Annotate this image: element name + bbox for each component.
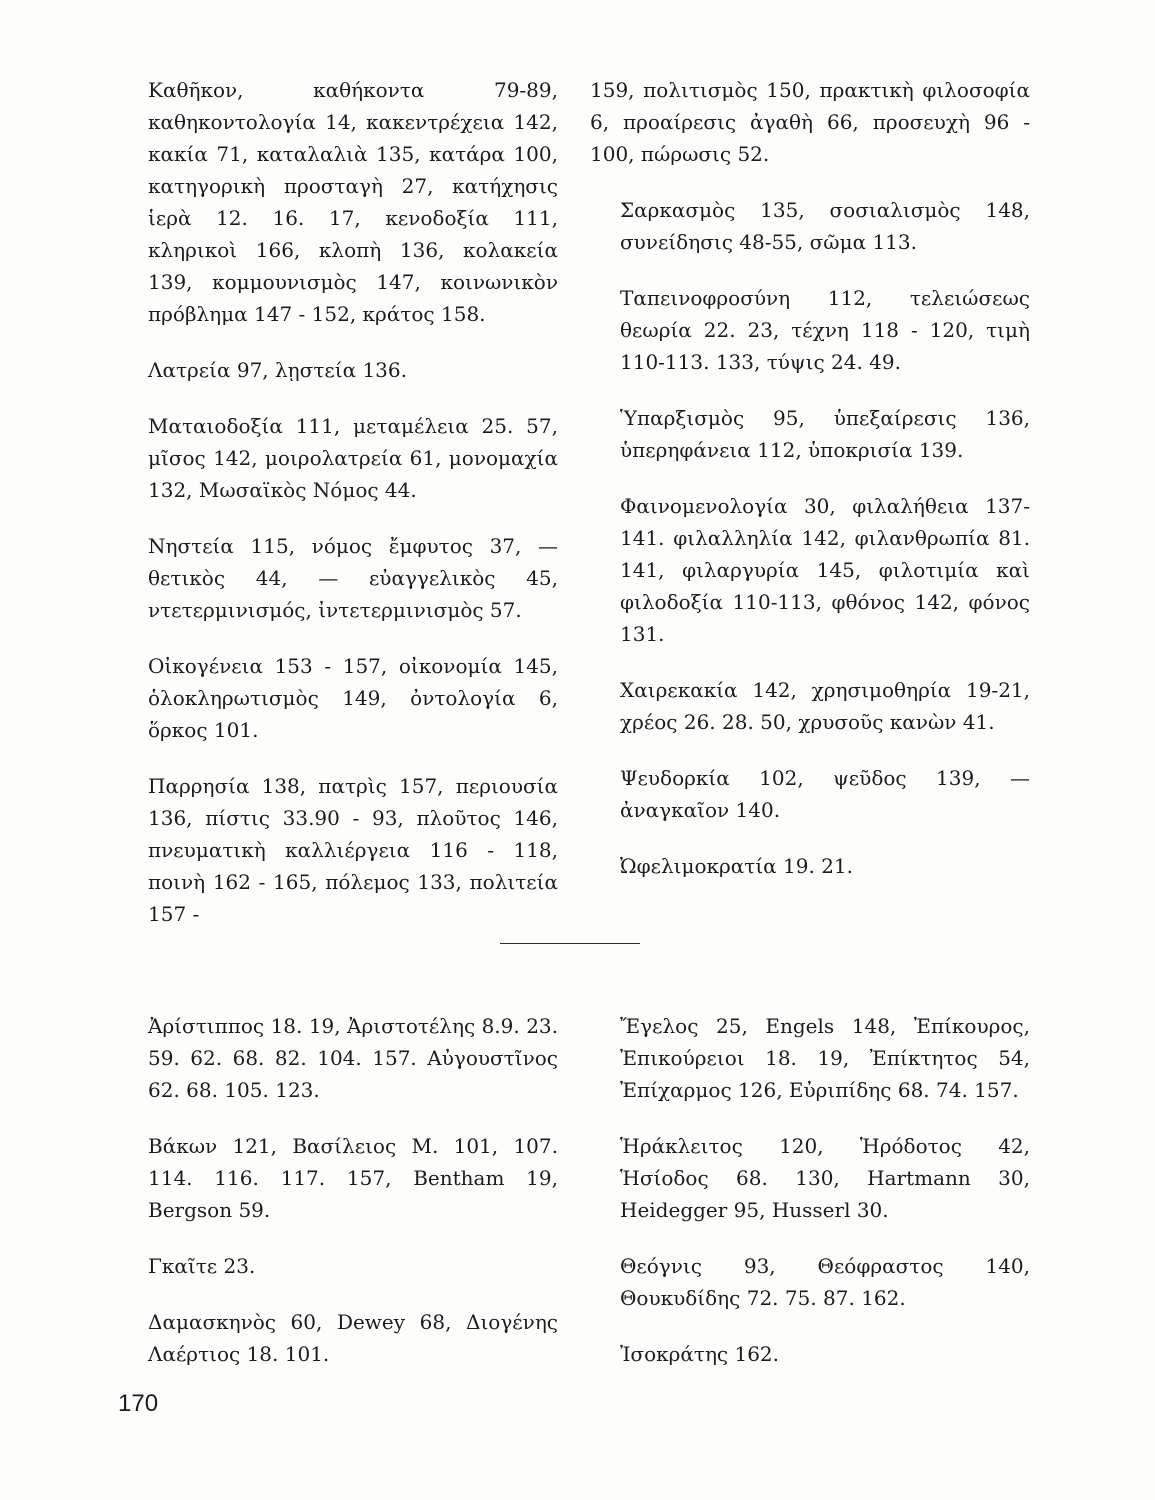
- index-entry: Παρρησία 138, πατρὶς 157, περιουσία 136, πίστις 33.90 - 93, πλοῦτος 146, πνευματικὴ καλλιέργεια 116 - 118, ποινὴ 162 - 165, πόλεμος 133, πολιτεία 157 -: [148, 774, 558, 926]
- index-entry: Ταπεινοφροσύνη 112, τελειώσεως θεωρία 22. 23, τέχνη 118 - 120, τιμὴ 110-113. 133, τύψις 24. 49.: [620, 286, 1030, 374]
- index-entry: Λατρεία 97, λῃστεία 136.: [148, 358, 407, 382]
- index-entry: Σαρκασμὸς 135, σοσιαλισμὸς 148, συνείδησις 48-55, σῶμα 113.: [620, 198, 1030, 254]
- subject-index-right-column: [590, 74, 1030, 906]
- section-divider: [500, 943, 640, 944]
- name-entry: Ἔγελος 25, Engels 148, Ἐπίκουρος, Ἐπικούρειοι 18. 19, Ἐπίκτητος 54, Ἐπίχαρμος 126, Εὐριπίδης 68. 74. 157.: [620, 1014, 1030, 1102]
- index-entry: Καθῆκον, καθήκοντα 79-89, καθηκοντολογία 14, κακεντρέχεια 142, κακία 71, καταλαλιὰ 135, κατάρα 100, κατηγορικὴ προσταγὴ 27, κατήχησις ἱερὰ 12. 16. 17, κενοδοξία 111, κληρικοὶ 166, κλοπὴ 136, κολακεία 139, κομμουνισμὸς 147, κοινωνικὸν πρόβλημα 147 - 152, κράτος 158.: [148, 78, 558, 326]
- names-index-left-column: [118, 1010, 558, 1394]
- index-entry: Ὑπαρξισμὸς 95, ὑπεξαίρεσις 136, ὑπερηφάνεια 112, ὑποκρισία 139.: [620, 406, 1030, 462]
- name-entry: Ἀρίστιππος 18. 19, Ἀριστοτέλης 8.9. 23. 59. 62. 68. 82. 104. 157. Αὐγουστῖνος 62. 68. 105. 123.: [148, 1014, 558, 1102]
- names-index-right-column: [590, 1010, 1030, 1394]
- index-entry: Οἰκογένεια 153 - 157, οἰκονομία 145, ὁλοκληρωτισμὸς 149, ὀντολογία 6, ὅρκος 101.: [148, 654, 558, 742]
- name-entry: Θεόγνις 93, Θεόφραστος 140, Θουκυδίδης 72. 75. 87. 162.: [620, 1254, 1030, 1310]
- index-entry: Χαιρεκακία 142, χρησιμοθηρία 19-21, χρέος 26. 28. 50, χρυσοῦς κανὼν 41.: [620, 678, 1030, 734]
- index-entry: Ὠφελιμοκρατία 19. 21.: [620, 854, 854, 878]
- index-entry-continuation: 159, πολιτισμὸς 150, πρακτικὴ φιλοσοφία 6, προαίρεσις ἀγαθὴ 66, προσευχὴ 96 - 100, πώρωσις 52.: [590, 78, 1030, 166]
- name-entry: Γκαῖτε 23.: [148, 1254, 256, 1278]
- name-entry: Δαμασκηνὸς 60, Dewey 68, Διογένης Λαέρτιος 18. 101.: [148, 1310, 558, 1366]
- name-entry: Βάκων 121, Βασίλειος Μ. 101, 107. 114. 116. 117. 157, Bentham 19, Bergson 59.: [148, 1134, 558, 1222]
- index-entry: Νηστεία 115, νόμος ἔμφυτος 37, — θετικὸς 44, — εὐαγγελικὸς 45, ντετερμινισμός, ἰντετερμινισμὸς 57.: [148, 534, 558, 622]
- name-entry: Ἡράκλειτος 120, Ἡρόδοτος 42, Ἡσίοδος 68. 130, Hartmann 30, Heidegger 95, Husserl 30.: [620, 1134, 1030, 1222]
- page-number: 170: [118, 1390, 159, 1417]
- index-entry: Φαινομενολογία 30, φιλαλήθεια 137-141. φιλαλληλία 142, φιλανθρωπία 81. 141, φιλαργυρία 145, φιλοτιμία καὶ φιλοδοξία 110-113, φθόνος 142, φόνος 131.: [620, 494, 1030, 646]
- name-entry: Ἰσοκράτης 162.: [620, 1342, 780, 1366]
- index-entry: Ματαιοδοξία 111, μεταμέλεια 25. 57, μῖσος 142, μοιρολατρεία 61, μονομαχία 132, Μωσαϊκὸς Νόμος 44.: [148, 414, 558, 502]
- subject-index-left-column: [118, 74, 558, 954]
- index-entry: Ψευδορκία 102, ψεῦδος 139, — ἀναγκαῖον 140.: [620, 766, 1030, 822]
